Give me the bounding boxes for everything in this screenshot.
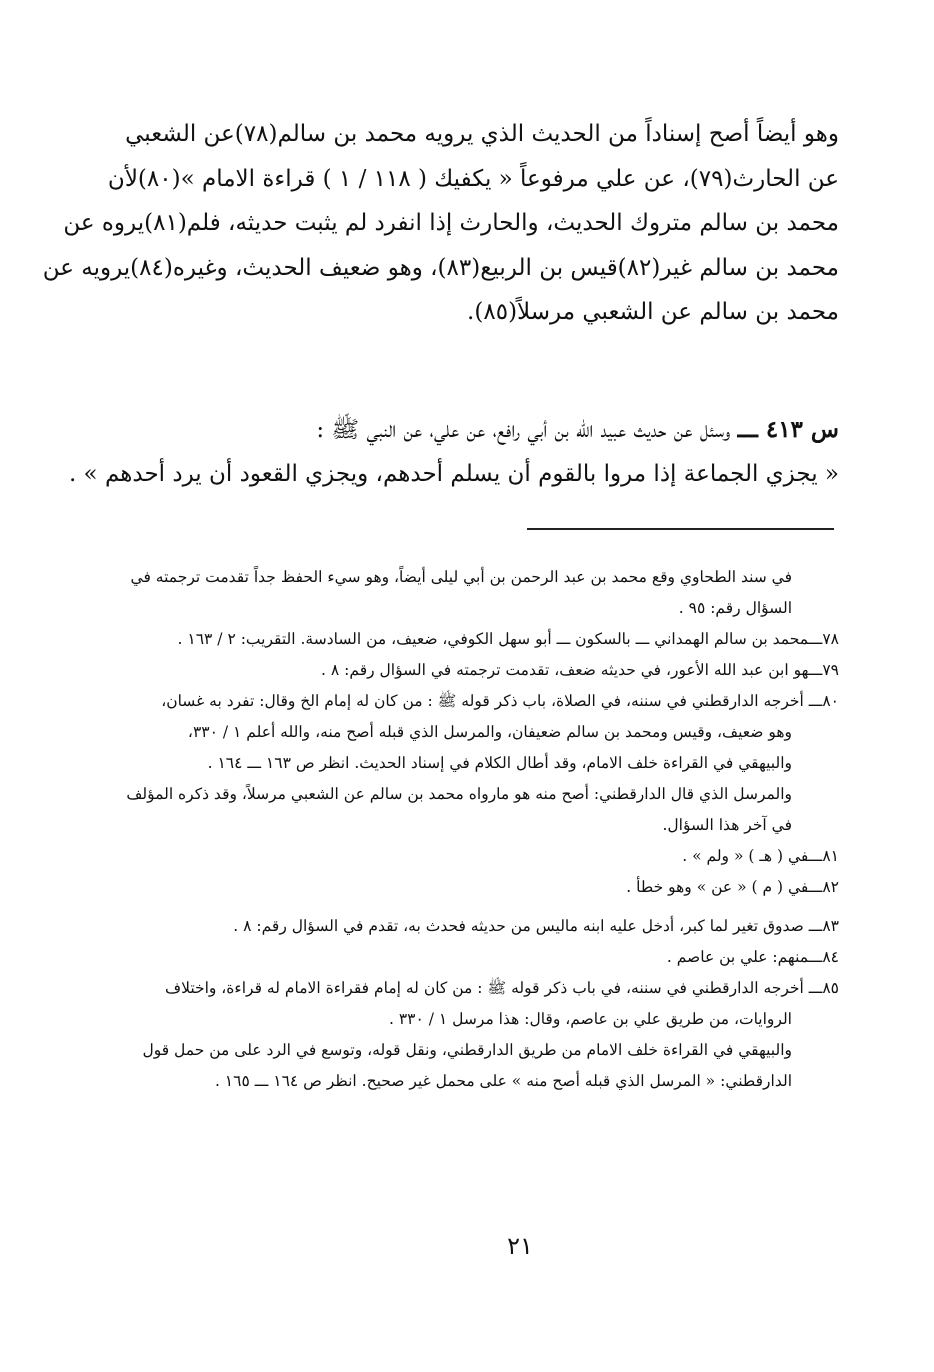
- footnote-84: ٨٤ـــمنهم: علي بن عاصم .: [666, 948, 839, 966]
- footnote-80: ٨٠ـــ أخرجه الدارقطني في سننه، في الصلاة، باب ذكر قوله ﷺ : من كان له إمام الخ وقال: تفرد به غسان،: [161, 692, 839, 710]
- question-line: « يجزي الجماعة إذا مروا بالقوم أن يسلم أحدهم، ويجزي القعود أن يرد أحدهم » .: [68, 461, 839, 487]
- main-line: محمد بن سالم عن الشعبي مرسلاً(٨٥).: [467, 299, 839, 325]
- footnote-separator: [527, 528, 834, 530]
- main-line: عن الحارث(٧٩)، عن علي مرفوعاً « يكفيك ( ١١٨ / ١ ) قراءة الامام »(٨٠)لأن: [107, 165, 839, 192]
- main-paragraph: [42, 112, 839, 335]
- footnotes: [117, 562, 839, 1097]
- footnote-line: الروايات، من طريق علي بن عاصم، وقال: هذا مرسل ١ / ٣٣٠ .: [389, 1010, 792, 1028]
- main-line: محمد بن سالم متروك الحديث، والحارث إذا انفرد لم يثبت حديثه، فلم(٨١)يروه عن: [63, 210, 839, 236]
- main-line: وهو أيضاً أصح إسناداً من الحديث الذي يرويه محمد بن سالم(٧٨)عن الشعبي: [125, 121, 839, 147]
- question-text: وسئل عن حديث عبيد الله بن أبي رافع، عن علي، عن النبي ﷺ :: [316, 417, 731, 443]
- question-number: س ٤١٣ ـــ: [737, 416, 839, 443]
- main-line: محمد بن سالم غير(٨٢)قيس بن الربيع(٨٣)، وهو ضعيف الحديث، وغيره(٨٤)يرويه عن: [42, 254, 839, 281]
- footnote-line: وهو ضعيف، وقيس ومحمد بن سالم ضعيفان، والمرسل الذي قبله أصح منه، والله أعلم ١ / ٣٣٠،: [187, 723, 792, 741]
- question-line: [117, 408, 839, 452]
- footnote-83: ٨٣ـــ صدوق تغير لما كبر، أدخل عليه ابنه ماليس من حديثه فحدث به، تقدم في السؤال رقم: ٨ .: [233, 917, 839, 935]
- page-number: ٢١: [507, 1232, 533, 1260]
- question-block: [68, 408, 839, 496]
- footnote-81: ٨١ـــفي ( هـ ) « ولم » .: [682, 847, 839, 865]
- footnote-line: والبيهقي في القراءة خلف الامام، وقد أطال الكلام في إسناد الحديث. انظر ص ١٦٣ ـــ ١٦٤ .: [207, 754, 792, 772]
- footnote-82: ٨٢ـــفي ( م ) « عن » وهو خطأ .: [626, 878, 839, 896]
- footnote-79: ٧٩ـــهو ابن عبد الله الأعور، في حديثه ضعف، تقدمت ترجمته في السؤال رقم: ٨ .: [321, 661, 839, 679]
- footnote-line: والبيهقي في القراءة خلف الامام من طريق الدارقطني، ونقل قوله، وتوسع في الرد على من حمل قول: [142, 1041, 792, 1059]
- footnote-line: الدارقطني: « المرسل الذي قبله أصح منه » على محمل غير صحيح. انظر ص ١٦٤ ـــ ١٦٥ .: [214, 1072, 792, 1090]
- footnote-line: في آخر هذا السؤال.: [662, 816, 792, 834]
- footnote-gap: [117, 903, 839, 911]
- footnote-line: السؤال رقم: ٩٥ .: [678, 599, 792, 617]
- footnote-78: ٧٨ـــمحمد بن سالم الهمداني ـــ بالسكون ـــ أبو سهل الكوفي، ضعيف، من السادسة. التقريب: ٢ / ١٦٣ .: [177, 630, 839, 648]
- footnote-85: ٨٥ـــ أخرجه الدارقطني في سننه، في باب ذكر قوله ﷺ : من كان له إمام فقراءة الامام له قراءة، واختلاف: [165, 979, 839, 997]
- footnote-line: في سند الطحاوي وقع محمد بن عبد الرحمن بن أبي ليلى أيضاً، وهو سيء الحفظ جداً تقدمت ترجمته في: [130, 568, 792, 586]
- footnote-line: والمرسل الذي قال الدارقطني: أصح منه هو مارواه محمد بن سالم عن الشعبي مرسلاً، وقد ذكره المؤلف: [126, 785, 792, 803]
